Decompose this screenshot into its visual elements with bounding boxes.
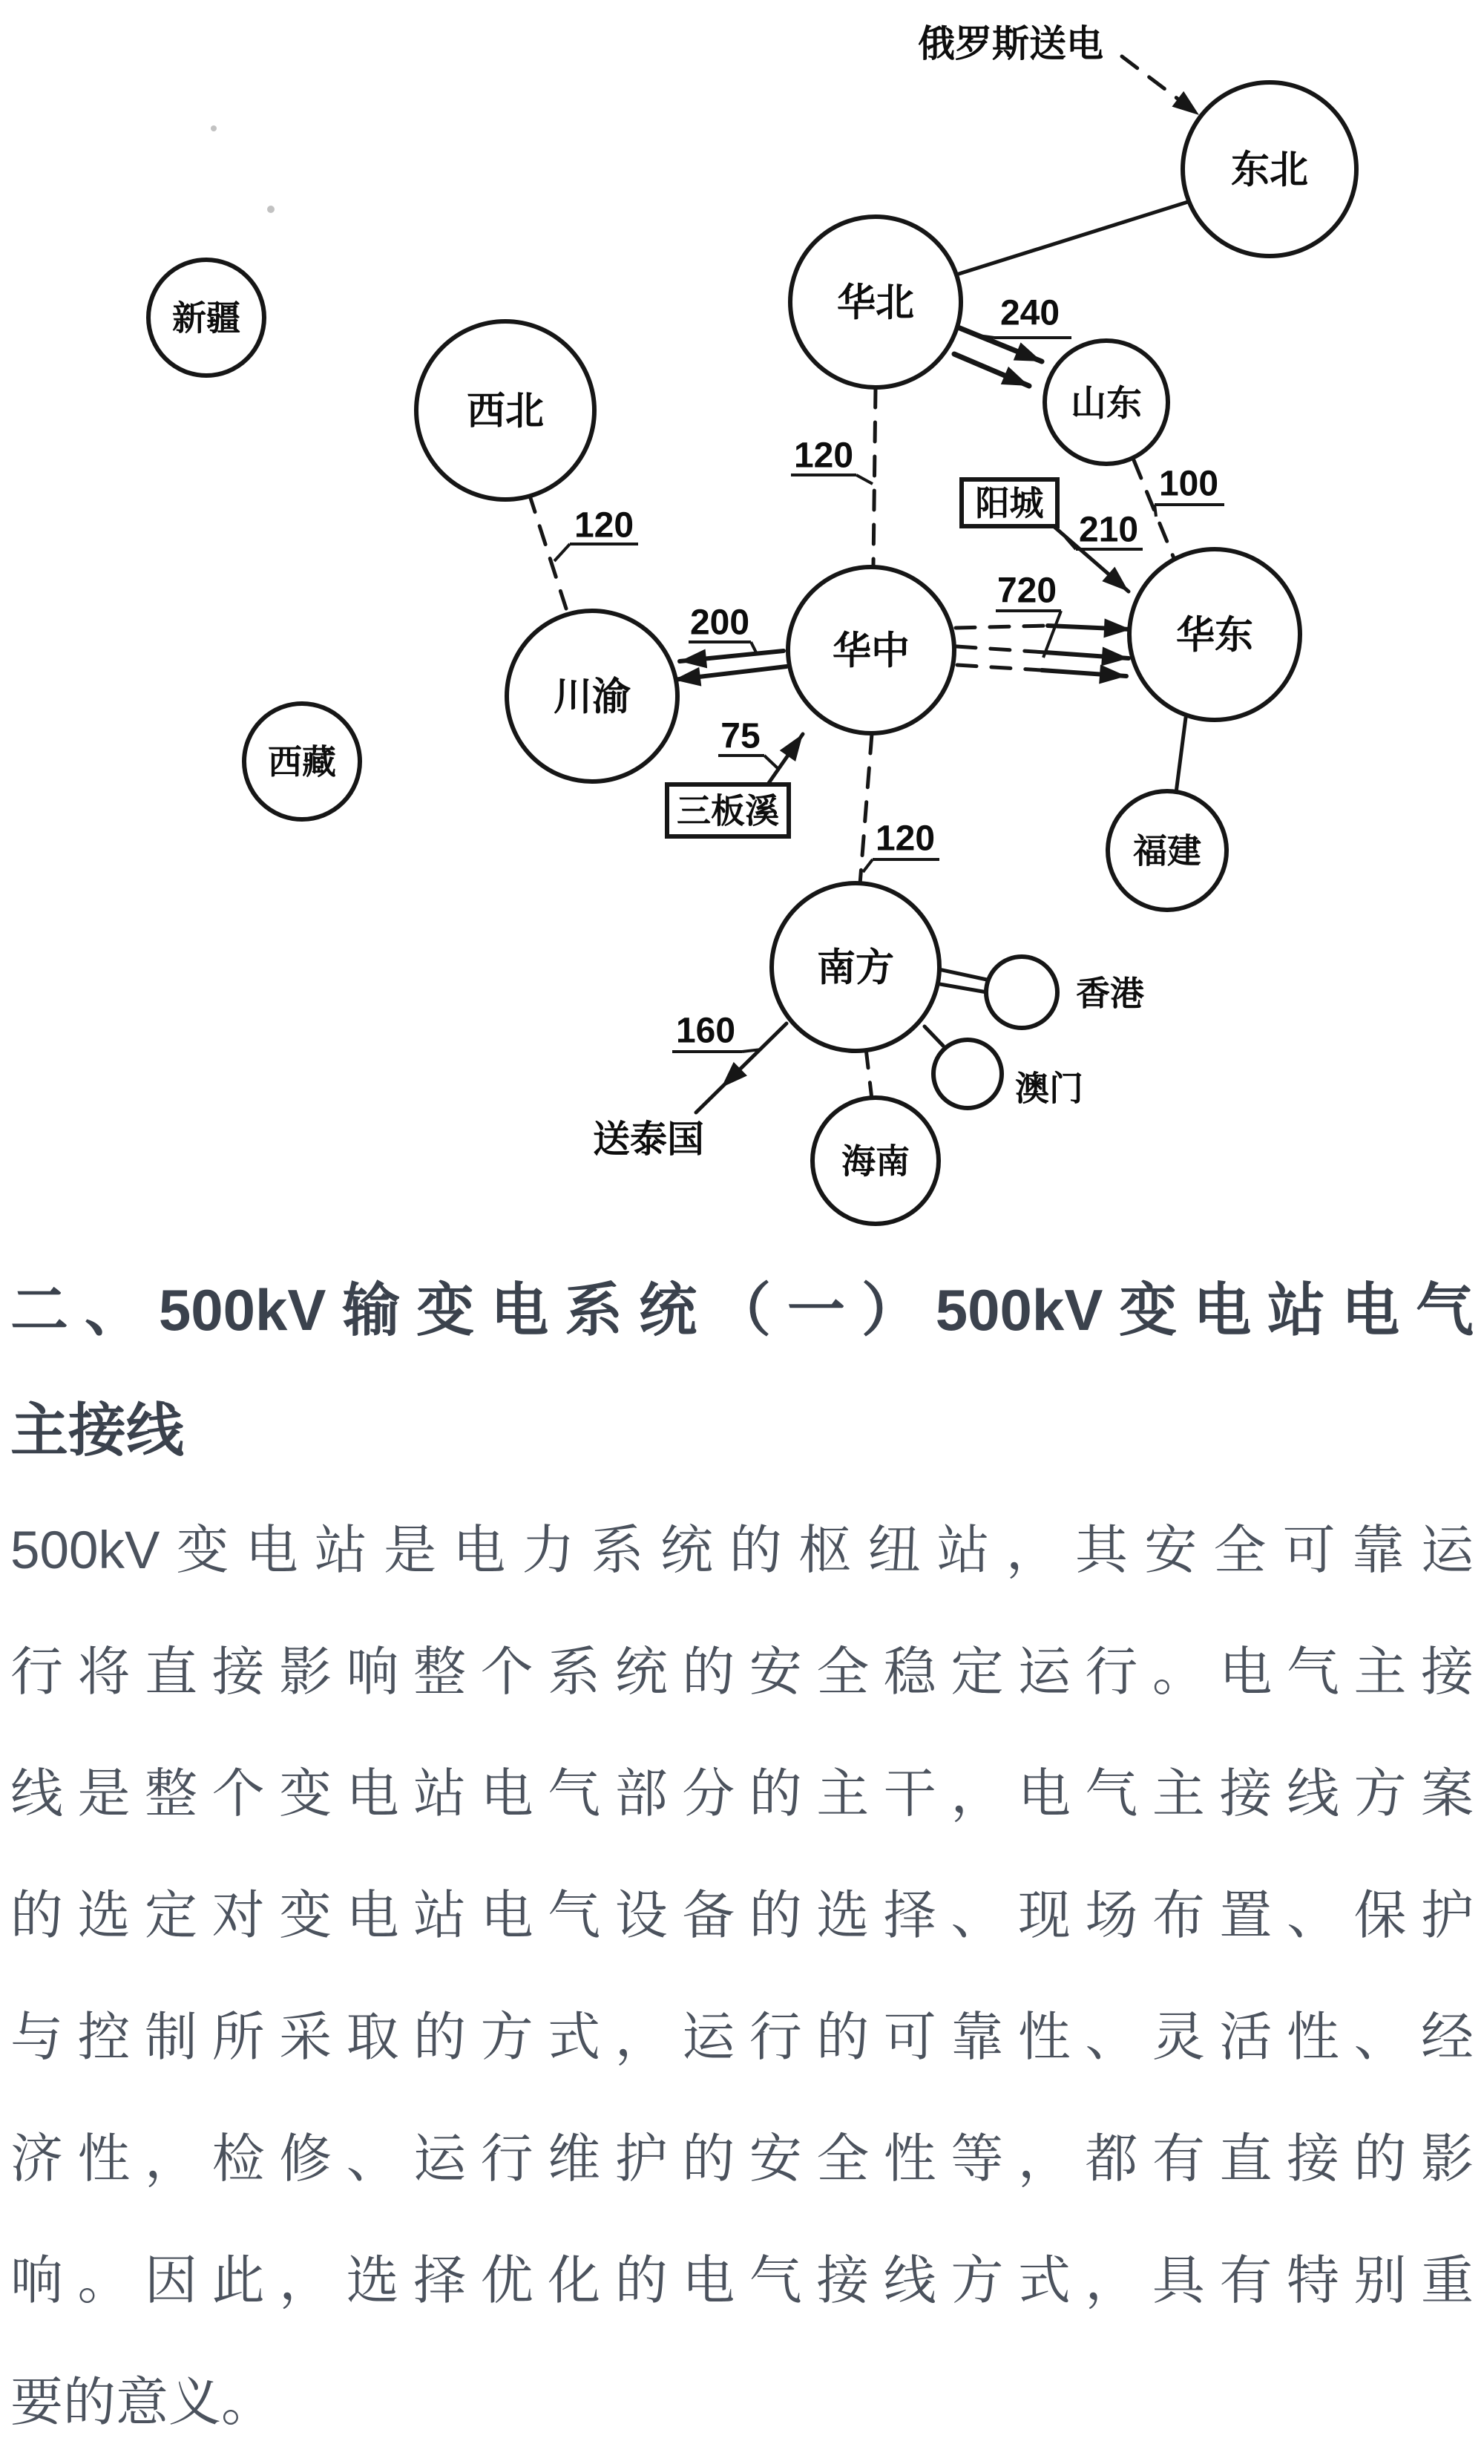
edge-huazhong-huadong-3d bbox=[957, 665, 1042, 670]
body-line-8: 要的意义。 bbox=[10, 2373, 275, 2432]
node-label-chuanyu: 川渝 bbox=[553, 675, 631, 719]
edge-huazhong-huadong-2d bbox=[956, 646, 1045, 652]
capacity-cap-720: 720 bbox=[997, 571, 1057, 611]
arrowhead-huabei-shandong-2 bbox=[1001, 367, 1029, 386]
body-line-1: 500kV变电站是电力系统的枢纽站，其安全可靠运 bbox=[10, 1521, 1474, 1580]
edge-huabei-dongbei bbox=[956, 202, 1188, 275]
node-label-hainan: 海南 bbox=[841, 1141, 910, 1181]
leader-cap-120-south bbox=[863, 859, 873, 872]
node-label-xizang: 西藏 bbox=[268, 742, 336, 782]
node-label-huazhong: 华中 bbox=[832, 629, 910, 673]
arrowhead-russia-dongbei bbox=[1172, 91, 1199, 115]
node-label-xibei: 西北 bbox=[466, 390, 545, 433]
arrowhead-huazhong-huadong-1s bbox=[1103, 618, 1131, 638]
node-label-shandong: 山东 bbox=[1070, 384, 1143, 424]
node-label-huadong: 华东 bbox=[1175, 614, 1254, 658]
scan-artifact-dot-1 bbox=[267, 206, 275, 213]
label-hongkong-name: 香港 bbox=[1076, 974, 1144, 1013]
capacity-cap-100: 100 bbox=[1158, 464, 1219, 504]
leader-cap-100 bbox=[1155, 505, 1156, 517]
body-line-2: 行将直接影响整个系统的安全稳定运行。电气主接 bbox=[10, 1643, 1474, 1702]
edge-huazhong-huadong-1d bbox=[956, 626, 1048, 628]
edge-huadong-fujian bbox=[1176, 718, 1186, 793]
leader-cap-75 bbox=[764, 756, 778, 769]
capacity-cap-240: 240 bbox=[999, 293, 1060, 333]
capacity-cap-120-south: 120 bbox=[875, 819, 936, 859]
node-label-huabei: 华北 bbox=[836, 281, 915, 325]
capacity-cap-200: 200 bbox=[689, 603, 750, 643]
arrowhead-sanbanxi-huazhong bbox=[780, 734, 803, 761]
edge-xibei-chuanyu bbox=[529, 494, 566, 609]
capacity-cap-210: 210 bbox=[1078, 510, 1139, 550]
body-line-6: 济性，检修、运行维护的安全性等，都有直接的影 bbox=[10, 2130, 1474, 2189]
leader-cap-720 bbox=[1043, 611, 1061, 658]
edge-nanfang-macau bbox=[925, 1026, 943, 1046]
body-line-7: 响。因此，选择优化的电气接线方式，具有特别重 bbox=[10, 2252, 1474, 2310]
node-label-fujian: 福建 bbox=[1133, 831, 1201, 871]
body-line-3: 线是整个变电站电气部分的主干，电气主接线方案 bbox=[10, 1765, 1474, 1824]
edge-nanfang-hainan bbox=[866, 1049, 872, 1099]
capacity-cap-75: 75 bbox=[720, 716, 761, 756]
label-russia-power: 俄罗斯送电 bbox=[918, 23, 1103, 65]
node-label-dongbei: 东北 bbox=[1230, 148, 1309, 192]
node-circle-macau bbox=[933, 1040, 1002, 1108]
leader-cap-120-west bbox=[554, 544, 570, 561]
box-label-sanbanxi: 三板溪 bbox=[677, 791, 779, 830]
article bbox=[0, 1232, 1484, 2464]
node-label-xinjiang: 新疆 bbox=[172, 298, 240, 338]
body-line-5: 与控制所采取的方式，运行的可靠性、灵活性、经 bbox=[10, 2008, 1474, 2067]
body-line-4: 的选定对变电站电气设备的选择、现场布置、保护 bbox=[10, 1887, 1474, 1945]
capacity-cap-160: 160 bbox=[675, 1011, 736, 1051]
edge-huabei-huazhong bbox=[873, 388, 876, 566]
arrowhead-huazhong-chuanyu-1 bbox=[680, 649, 707, 668]
capacity-cap-120-west: 120 bbox=[574, 505, 634, 545]
edge-nanfang-hongkong-1 bbox=[939, 969, 987, 980]
label-to-thailand: 送泰国 bbox=[593, 1118, 704, 1160]
node-circle-hongkong bbox=[986, 957, 1057, 1028]
article-title-line-2: 主接线 bbox=[10, 1398, 185, 1463]
article-title-line-1: 二、500kV输变电系统（一）500kV变电站电气 bbox=[10, 1277, 1474, 1343]
scan-artifact-dot-2 bbox=[211, 125, 217, 131]
edge-nanfang-hongkong-2 bbox=[936, 983, 987, 992]
leader-cap-120-north bbox=[856, 475, 873, 484]
box-label-yangcheng: 阳城 bbox=[975, 484, 1044, 523]
capacity-cap-120-north: 120 bbox=[793, 436, 854, 476]
node-label-nanfang: 南方 bbox=[816, 946, 895, 990]
arrowhead-huabei-shandong-1 bbox=[1014, 342, 1042, 361]
label-macau-name: 澳门 bbox=[1015, 1069, 1083, 1108]
